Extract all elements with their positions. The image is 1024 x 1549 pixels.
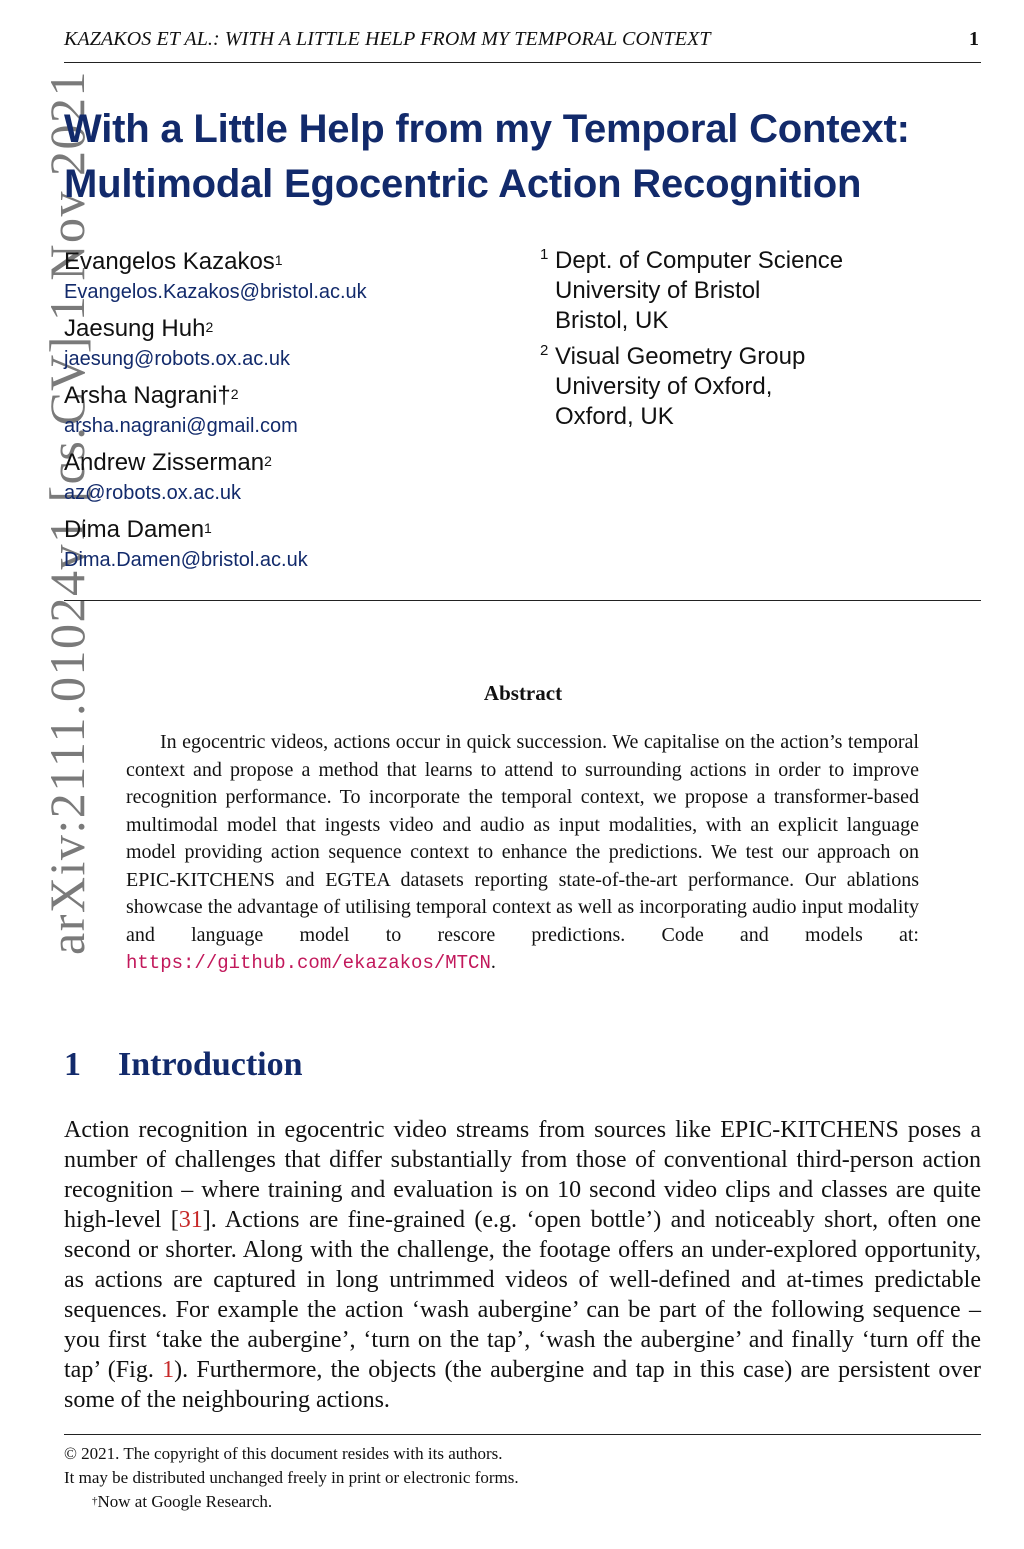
citation-link[interactable]: 31 [178, 1207, 203, 1233]
author-affiliation-mark: 2 [205, 319, 214, 335]
arxiv-stamp: arXiv:2111.01024v1 [cs.CV] 1 Nov 2021 [39, 69, 95, 955]
author-email-link[interactable]: Evangelos.Kazakos@bristol.ac.uk [64, 281, 367, 303]
intro-text-part2: ]. Actions are fine-grained (e.g. ‘open bottle’) and noticeably short, often one second or shorter. Along with the challenge, the footage offers an under-explored opportunity, as actions are captured in long untrimmed videos of well-defined and at-times predictable sequences. For example the action ‘wash aubergine’ can be part of the following sequence – you first ‘take the aubergine’, ‘turn on the tap’, ‘wash the aubergine’ and finally ‘turn off the tap’ (Fig. [64, 1207, 981, 1383]
section-heading [64, 1046, 303, 1084]
author-email-link[interactable]: arsha.nagrani@gmail.com [64, 415, 298, 437]
author-affiliation-mark: 2 [230, 386, 239, 402]
running-head [64, 26, 981, 54]
affiliation-line: Bristol, UK [555, 307, 669, 334]
author-name: Arsha Nagrani† [64, 382, 231, 409]
title-line-2: Multimodal Egocentric Action Recognition [64, 162, 862, 206]
affiliation-number: 2 [540, 342, 549, 359]
section-title: Introduction [118, 1046, 303, 1083]
abstract-heading: Abstract [483, 681, 563, 705]
affiliation-line: Oxford, UK [555, 403, 674, 430]
author-name: Evangelos Kazakos [64, 248, 275, 275]
intro-text-part3: ). Furthermore, the objects (the aubergine and tap in this case) are persistent over some of the neighbouring actions. [64, 1357, 982, 1413]
author-email-link[interactable]: az@robots.ox.ac.uk [64, 482, 242, 504]
author-email-link[interactable]: jaesung@robots.ox.ac.uk [64, 348, 290, 370]
paper-title [64, 102, 994, 212]
author-name: Dima Damen [64, 516, 205, 543]
affiliation-line: Dept. of Computer Science [555, 247, 844, 274]
author-affiliation-mark: 1 [274, 252, 283, 268]
author-name: Jaesung Huh [64, 315, 206, 342]
author [64, 246, 524, 313]
copyright-note: © 2021. The copyright of this document resides with its authors. [64, 1444, 503, 1463]
affiliation-line: University of Oxford, [555, 373, 773, 400]
affiliation [540, 246, 980, 336]
code-url-link[interactable]: https://github.com/ekazakos/MTCN [126, 952, 491, 974]
author [64, 313, 524, 380]
abstract-body [126, 729, 919, 978]
author [64, 380, 524, 447]
author-block-rule [64, 600, 981, 601]
abstract-end: . [490, 951, 496, 973]
author-affiliation-mark: 2 [264, 453, 272, 469]
footnotes [64, 1442, 981, 1514]
abstract-text: In egocentric videos, actions occur in quick succession. We capitalise on the action’s temporal context and propose a method that learns to attend to surrounding actions in order to improve recognition performance. To incorporate the temporal context, we propose a transformer-based multimodal model that ingests video and audio as input modalities, with an explicit language model providing action sequence context to enhance the predictions. We test our approach on EPIC-KITCHENS and EGTEA datasets reporting state-of-the-art performance. Our ablations showcase the advantage of utilising temporal context as well as incorporating audio input modality and language model to rescore predictions. Code and models at: [126, 731, 919, 946]
header-rule [64, 62, 981, 63]
author-name: Andrew Zisserman [64, 449, 265, 476]
author-email-link[interactable]: Dima.Damen@bristol.ac.uk [64, 549, 308, 571]
affiliation-list [540, 246, 980, 438]
affiliation-line: University of Bristol [555, 277, 761, 304]
affiliation-number: 1 [540, 246, 549, 263]
author [64, 447, 524, 514]
title-line-1: With a Little Help from my Temporal Context: [64, 107, 910, 151]
figure-ref-link[interactable]: 1 [162, 1357, 175, 1383]
dagger-mark: † [92, 1495, 98, 1507]
section-number: 1 [64, 1046, 81, 1083]
affiliation-line: Visual Geometry Group [555, 343, 806, 370]
intro-text-part1: Action recognition in egocentric video streams from sources like EPIC-KITCHENS poses a number of challenges that differ substantially from those of conventional third-person action recognition – where training and evaluation is on 10 second video clips and classes are quite high-level [ [64, 1117, 981, 1233]
affiliation [540, 342, 980, 432]
dagger-footnote: Now at Google Research. [97, 1492, 273, 1511]
running-head-title: KAZAKOS ET AL.: WITH A LITTLE HELP FROM MY TEMPORAL CONTEXT [64, 28, 711, 50]
footnote-rule [64, 1434, 981, 1435]
author-list [64, 246, 524, 581]
author [64, 514, 524, 581]
page-number: 1 [969, 28, 979, 50]
distribution-note: It may be distributed unchanged freely in print or electronic forms. [64, 1468, 519, 1487]
intro-paragraph [64, 1115, 981, 1415]
author-affiliation-mark: 1 [204, 520, 212, 536]
